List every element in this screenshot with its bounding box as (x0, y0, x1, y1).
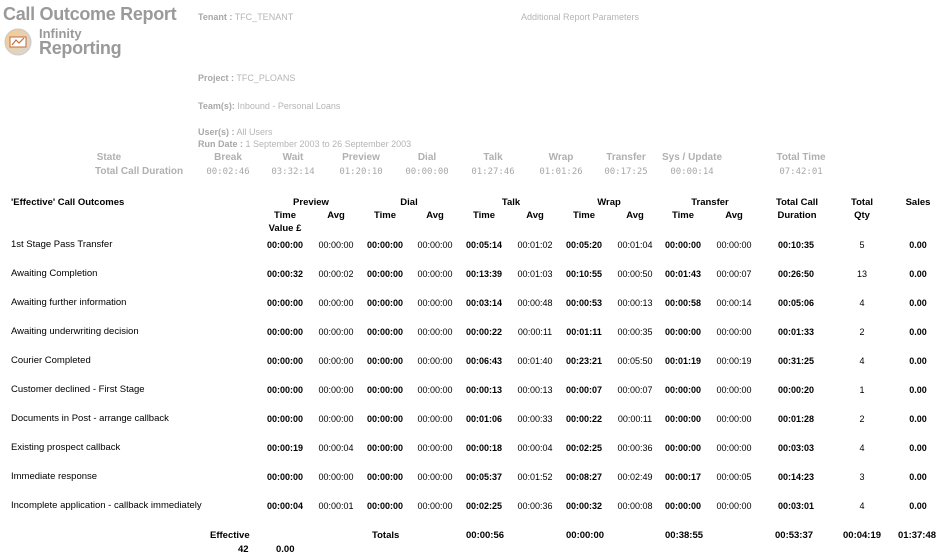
sub-header-preview-time: Time (273, 210, 296, 221)
footer-effective-count: 42 (238, 544, 249, 555)
tenant-line (198, 12, 293, 22)
cell-preview-avg: 00:00:01 (318, 501, 354, 511)
cell-transfer-time: 00:00:00 (664, 501, 702, 511)
cell-dial-time: 00:00:00 (366, 443, 404, 453)
cell-total-call-duration: 00:03:01 (777, 501, 815, 511)
row-label: 1st Stage Pass Transfer (11, 239, 113, 250)
summary-header-wrap: Wrap (548, 152, 574, 163)
cell-total-call-duration: 00:14:23 (777, 472, 815, 482)
summary-header-transfer: Transfer (606, 152, 646, 163)
cell-wrap-avg: 00:00:11 (617, 414, 653, 424)
cell-transfer-avg: 00:00:00 (716, 327, 752, 337)
cell-dial-avg: 00:00:00 (417, 356, 453, 366)
cell-dial-avg: 00:00:00 (417, 298, 453, 308)
cell-preview-avg: 00:00:00 (318, 414, 354, 424)
cell-transfer-time: 00:00:00 (664, 443, 702, 453)
cell-talk-time: 00:05:37 (465, 472, 503, 482)
summary-header-total-time: Total Time (776, 152, 826, 163)
summary-sys-update-value: 00:00:14 (670, 167, 714, 177)
summary-wrap-value: 01:01:26 (539, 167, 583, 177)
cell-wrap-time: 00:00:53 (565, 298, 603, 308)
cell-sales: 0.00 (909, 443, 927, 453)
cell-preview-avg: 00:00:04 (318, 443, 354, 453)
sub-header-transfer-avg: Avg (725, 210, 743, 221)
rundate-value: 1 September 2003 to 26 September 2003 (245, 139, 412, 149)
cell-total-qty: 4 (859, 443, 865, 453)
summary-preview-value: 01:20:10 (339, 167, 383, 177)
cell-wrap-time: 00:00:32 (565, 501, 603, 511)
users-label: User(s) : (198, 127, 235, 137)
project-label: Project : (198, 73, 235, 83)
cell-preview-time: 00:00:00 (266, 327, 304, 337)
cell-transfer-time: 00:00:00 (664, 414, 702, 424)
cell-sales: 0.00 (909, 356, 927, 366)
cell-wrap-time: 00:05:20 (565, 240, 603, 250)
summary-header-wait: Wait (282, 152, 304, 163)
cell-total-qty: 1 (859, 385, 865, 395)
cell-transfer-avg: 00:00:05 (716, 472, 752, 482)
cell-wrap-time: 00:23:21 (565, 356, 603, 366)
cell-preview-avg: 00:00:00 (318, 298, 354, 308)
header-total-qty: Total (851, 197, 873, 208)
sub-header-talk-avg: Avg (526, 210, 544, 221)
summary-total-time-value: 07:42:01 (779, 167, 823, 177)
cell-preview-time: 00:00:00 (266, 385, 304, 395)
cell-talk-time: 00:00:22 (465, 327, 503, 337)
footer-total-sales: 01:37:48 (898, 530, 937, 541)
cell-talk-avg: 00:01:03 (517, 269, 553, 279)
cell-total-call-duration: 00:01:28 (777, 414, 815, 424)
cell-total-qty: 4 (859, 298, 865, 308)
cell-talk-avg: 00:00:36 (517, 501, 553, 511)
cell-talk-avg: 00:00:11 (517, 327, 553, 337)
cell-total-call-duration: 00:01:33 (777, 327, 815, 337)
cell-talk-avg: 00:00:13 (517, 385, 553, 395)
cell-wrap-avg: 00:00:13 (617, 298, 653, 308)
cell-sales: 0.00 (909, 501, 927, 511)
cell-total-call-duration: 00:03:03 (777, 443, 815, 453)
cell-talk-avg: 00:00:48 (517, 298, 553, 308)
cell-talk-time: 00:00:18 (465, 443, 503, 453)
cell-talk-time: 00:05:14 (465, 240, 503, 250)
summary-header-preview: Preview (342, 152, 380, 163)
group-header-transfer: Transfer (691, 197, 729, 208)
cell-preview-avg: 00:00:00 (318, 327, 354, 337)
cell-talk-time: 00:00:13 (465, 385, 503, 395)
sub-header-talk-time: Time (472, 210, 495, 221)
cell-preview-time: 00:00:00 (266, 356, 304, 366)
cell-wrap-time: 00:01:11 (566, 327, 602, 337)
cell-wrap-time: 00:00:07 (565, 385, 603, 395)
cell-preview-avg: 00:00:02 (318, 269, 354, 279)
footer-total-qty: 00:04:19 (843, 530, 882, 541)
cell-transfer-time: 00:00:00 (664, 240, 702, 250)
cell-talk-avg: 00:00:04 (517, 443, 553, 453)
cell-transfer-time: 00:01:43 (664, 269, 702, 279)
logo-icon (3, 28, 33, 56)
cell-dial-avg: 00:00:00 (417, 385, 453, 395)
cell-wrap-avg: 00:05:50 (617, 356, 653, 366)
cell-total-call-duration: 00:10:35 (777, 240, 815, 250)
tenant-value: TFC_TENANT (234, 12, 294, 22)
cell-sales: 0.00 (909, 472, 927, 482)
cell-sales: 0.00 (909, 298, 927, 308)
row-label: Customer declined - First Stage (11, 384, 145, 395)
sub-header-transfer-time: Time (671, 210, 694, 221)
cell-talk-avg: 00:01:40 (517, 356, 553, 366)
cell-sales: 0.00 (909, 385, 927, 395)
cell-dial-avg: 00:00:00 (417, 414, 453, 424)
cell-total-qty: 13 (856, 269, 867, 279)
footer-total-duration: 00:53:37 (775, 530, 814, 541)
cell-preview-avg: 00:00:00 (318, 385, 354, 395)
project-value: TFC_PLOANS (236, 73, 296, 83)
rundate-label: Run Date : (198, 139, 243, 149)
cell-preview-time: 00:00:19 (266, 443, 304, 453)
summary-header-talk: Talk (483, 152, 503, 163)
section-title: 'Effective' Call Outcomes (11, 197, 125, 208)
cell-wrap-avg: 00:00:50 (617, 269, 653, 279)
brand-line-2: Reporting (39, 38, 122, 58)
cell-talk-time: 00:02:25 (465, 501, 503, 511)
cell-sales: 0.00 (909, 414, 927, 424)
sub-header-wrap-avg: Avg (626, 210, 644, 221)
row-label: Incomplete application - callback immediately (11, 500, 202, 511)
cell-preview-time: 00:00:00 (266, 240, 304, 250)
teams-line (198, 101, 340, 111)
footer-effective-label: Effective (210, 530, 250, 541)
row-label: Existing prospect callback (11, 442, 121, 453)
cell-dial-avg: 00:00:00 (417, 327, 453, 337)
cell-preview-time: 00:00:04 (266, 501, 304, 511)
report-title: Call Outcome Report (3, 4, 177, 24)
cell-wrap-time: 00:00:22 (565, 414, 603, 424)
summary-header-break: Break (214, 152, 242, 163)
row-label: Awaiting further information (11, 297, 127, 308)
cell-transfer-time: 00:01:19 (664, 356, 702, 366)
cell-wrap-time: 00:10:55 (565, 269, 603, 279)
cell-talk-avg: 00:01:52 (517, 472, 553, 482)
cell-transfer-avg: 00:00:00 (716, 385, 752, 395)
header-total-call: Total Call (775, 197, 819, 208)
cell-total-call-duration: 00:31:25 (777, 356, 815, 366)
summary-header-sys-update: Sys / Update (661, 152, 723, 163)
brand-line-1: Infinity (39, 26, 82, 41)
teams-label: Team(s): (198, 101, 235, 111)
users-line (198, 127, 273, 137)
group-header-wrap: Wrap (597, 197, 621, 208)
infinity-reporting-logo (3, 26, 143, 60)
cell-preview-avg: 00:00:00 (318, 472, 354, 482)
cell-preview-time: 00:00:00 (266, 414, 304, 424)
footer-effective-value: 0.00 (276, 544, 295, 555)
cell-dial-avg: 00:00:00 (417, 472, 453, 482)
cell-dial-time: 00:00:00 (366, 327, 404, 337)
summary-break-value: 00:02:46 (206, 167, 250, 177)
cell-transfer-time: 00:00:00 (664, 327, 702, 337)
cell-dial-time: 00:00:00 (366, 501, 404, 511)
cell-total-qty: 3 (859, 472, 865, 482)
footer-total-transfer: 00:38:55 (665, 530, 704, 541)
cell-wrap-avg: 00:02:49 (617, 472, 653, 482)
cell-sales: 0.00 (909, 240, 927, 250)
cell-transfer-avg: 00:00:00 (716, 240, 752, 250)
summary-dial-value: 00:00:00 (405, 167, 449, 177)
summary-talk-value: 01:27:46 (471, 167, 515, 177)
cell-talk-time: 00:03:14 (465, 298, 503, 308)
summary-transfer-value: 00:17:25 (604, 167, 648, 177)
cell-transfer-avg: 00:00:14 (716, 298, 752, 308)
cell-wrap-avg: 00:00:35 (617, 327, 653, 337)
cell-total-qty: 2 (859, 327, 865, 337)
cell-sales: 0.00 (909, 269, 927, 279)
cell-talk-time: 00:06:43 (465, 356, 503, 366)
cell-transfer-avg: 00:00:00 (716, 501, 752, 511)
cell-talk-time: 00:01:06 (465, 414, 503, 424)
cell-transfer-avg: 00:00:00 (716, 414, 752, 424)
cell-dial-time: 00:00:00 (366, 385, 404, 395)
row-label: Courier Completed (11, 355, 91, 366)
rundate-line (198, 139, 411, 149)
footer-total-talk: 00:00:56 (466, 530, 505, 541)
tenant-label: Tenant : (198, 12, 233, 22)
group-header-preview: Preview (293, 197, 329, 208)
group-header-talk: Talk (501, 197, 521, 208)
cell-preview-avg: 00:00:00 (318, 240, 354, 250)
cell-wrap-avg: 00:00:08 (617, 501, 653, 511)
cell-dial-avg: 00:00:00 (417, 501, 453, 511)
row-label: Awaiting Completion (11, 268, 98, 279)
cell-dial-avg: 00:00:00 (417, 443, 453, 453)
footer-total-wrap: 00:00:00 (566, 530, 605, 541)
header-value-pound: Value £ (268, 223, 302, 234)
additional-report-parameters: Additional Report Parameters (521, 12, 640, 22)
cell-talk-avg: 00:00:33 (517, 414, 553, 424)
group-header-dial: Dial (400, 197, 418, 208)
cell-total-qty: 5 (859, 240, 865, 250)
summary-header-state: State (96, 152, 122, 163)
cell-dial-avg: 00:00:00 (417, 240, 453, 250)
cell-talk-avg: 00:01:02 (517, 240, 553, 250)
cell-total-call-duration: 00:26:50 (777, 269, 815, 279)
cell-total-qty: 2 (859, 414, 865, 424)
cell-transfer-time: 00:00:17 (664, 472, 702, 482)
cell-wrap-avg: 00:01:04 (617, 240, 653, 250)
header-duration: Duration (777, 210, 817, 221)
cell-dial-time: 00:00:00 (366, 472, 404, 482)
cell-dial-time: 00:00:00 (366, 356, 404, 366)
cell-total-call-duration: 00:00:20 (777, 385, 815, 395)
row-label: Awaiting underwriting decision (11, 326, 139, 337)
cell-dial-time: 00:00:00 (366, 240, 404, 250)
cell-wrap-avg: 00:00:36 (617, 443, 653, 453)
sub-header-dial-avg: Avg (426, 210, 444, 221)
sub-header-preview-avg: Avg (327, 210, 345, 221)
header-qty: Qty (854, 210, 870, 221)
summary-wait-value: 03:32:14 (271, 167, 315, 177)
users-value: All Users (236, 127, 273, 137)
summary-row-label: Total Call Duration (95, 166, 184, 177)
cell-preview-avg: 00:00:00 (318, 356, 354, 366)
teams-value: Inbound - Personal Loans (237, 101, 341, 111)
cell-dial-time: 00:00:00 (366, 298, 404, 308)
sub-header-dial-time: Time (373, 210, 396, 221)
cell-total-qty: 4 (859, 356, 865, 366)
cell-dial-time: 00:00:00 (366, 269, 404, 279)
header-sales: Sales (905, 197, 931, 208)
cell-transfer-avg: 00:00:07 (716, 269, 752, 279)
summary-header-dial: Dial (417, 152, 437, 163)
cell-total-call-duration: 00:05:06 (777, 298, 815, 308)
cell-transfer-avg: 00:00:00 (716, 443, 752, 453)
cell-preview-time: 00:00:00 (266, 472, 304, 482)
row-label: Documents in Post - arrange callback (11, 413, 169, 424)
cell-wrap-avg: 00:00:07 (617, 385, 653, 395)
cell-transfer-time: 00:00:58 (664, 298, 702, 308)
cell-preview-time: 00:00:00 (266, 298, 304, 308)
cell-sales: 0.00 (909, 327, 927, 337)
cell-wrap-time: 00:02:25 (565, 443, 603, 453)
footer-totals-label: Totals (372, 530, 400, 541)
cell-talk-time: 00:13:39 (465, 269, 503, 279)
cell-transfer-avg: 00:00:19 (716, 356, 752, 366)
cell-preview-time: 00:00:32 (266, 269, 304, 279)
cell-total-qty: 4 (859, 501, 865, 511)
project-line (198, 73, 295, 83)
cell-dial-time: 00:00:00 (366, 414, 404, 424)
row-label: Immediate response (11, 471, 98, 482)
sub-header-wrap-time: Time (572, 210, 595, 221)
cell-dial-avg: 00:00:00 (417, 269, 453, 279)
cell-wrap-time: 00:08:27 (565, 472, 603, 482)
cell-transfer-time: 00:00:00 (664, 385, 702, 395)
